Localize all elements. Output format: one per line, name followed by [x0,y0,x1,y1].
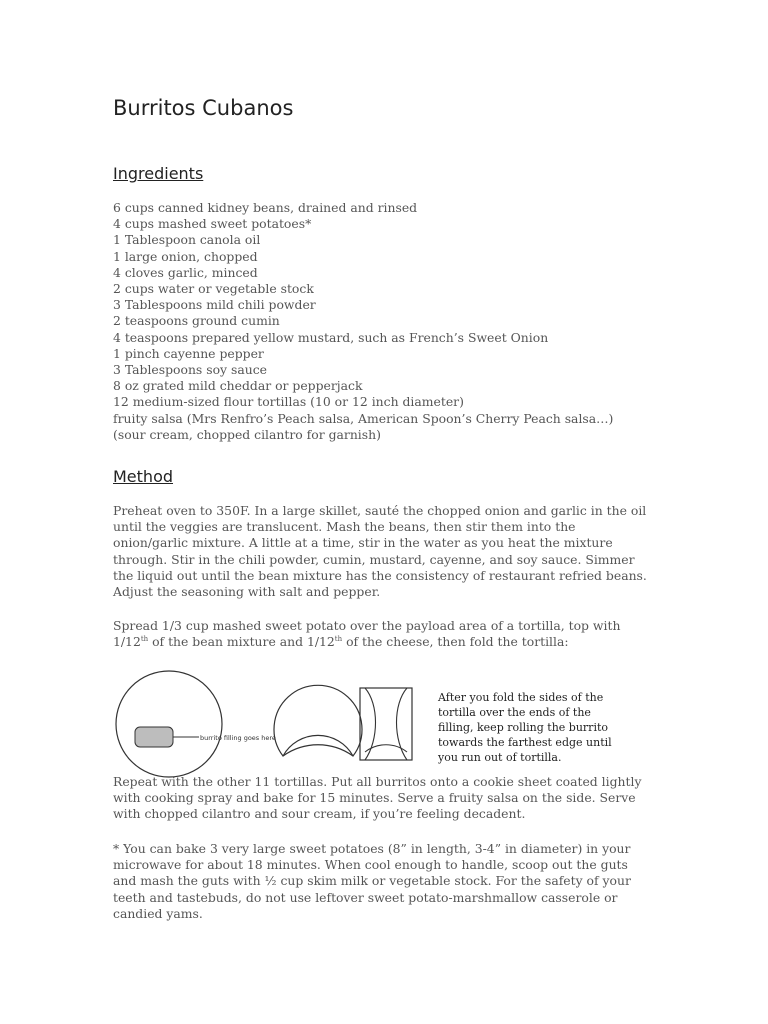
fold-line [283,735,353,756]
ordinal-suffix: th [140,635,149,644]
list-item: 2 cups water or vegetable stock [113,281,314,297]
list-item: 8 oz grated mild cheddar or pepperjack [113,378,363,394]
text-span: of the bean mixture and 1/12 [148,634,335,650]
list-item: (sour cream, chopped cilantro for garnish) [113,426,381,442]
list-item: fruity salsa (Mrs Renfro’s Peach salsa, American Spoon’s Cherry Peach salsa…) [113,410,614,426]
ingredients-list [113,200,613,443]
fold-line [397,688,408,760]
tortilla-folded-bottom-shape [274,685,362,756]
filling-label: burrito filling goes here [200,734,276,742]
list-item: 4 cups mashed sweet potatoes* [113,216,312,232]
fold-line [365,745,407,752]
page-title: Burritos Cubanos [113,96,294,120]
list-item: 4 cloves garlic, minced [113,264,258,280]
tortilla-flat-shape [116,671,222,777]
diagram-caption: After you fold the sides of the tortilla over the ends of the filling, keep rolling the burrito towards the farthest edge until you run out of tortilla. [438,691,612,764]
text-span: Spread 1/3 cup mashed sweet potato over the payload area of a tortilla, top with 1/12 [113,618,621,650]
list-item: 4 teaspoons prepared yellow mustard, such as French’s Sweet Onion [113,329,549,345]
list-item: 1 large onion, chopped [113,248,258,264]
list-item: 6 cups canned kidney beans, drained and rinsed [113,200,418,215]
list-item: 1 Tablespoon canola oil [113,232,261,248]
list-item: 3 Tablespoons mild chili powder [113,297,316,313]
tortilla-folding-diagram [113,670,433,780]
list-item: 2 teaspoons ground cumin [113,313,280,329]
text-span: of the cheese, then fold the tortilla: [342,634,569,650]
ordinal-suffix: th [334,635,343,644]
list-item: 3 Tablespoons soy sauce [113,362,267,378]
method-paragraph-2 [113,618,653,650]
ingredients-heading: Ingredients [113,164,204,183]
list-item: 1 pinch cayenne pepper [113,345,264,361]
footnote: * You can bake 3 very large sweet potatoes (8” in length, 3-4” in diameter) in your microwave for about 18 minutes. When cool enough to handle, scoop out the guts and mash the guts with ½ cup skim milk or vegetable stock. For the safety of your teeth and tastebuds, do not use leftover sweet potato-marshmallow casserole or candied yams. [113,841,631,921]
fold-line [365,688,376,760]
method-heading: Method [113,467,174,486]
method-paragraph-3: Repeat with the other 11 tortillas. Put all burritos onto a cookie sheet coated lightly with cooking spray and bake for 15 minutes. Serve a fruity salsa on the side. Serve with chopped cilantro and sour cream, if you’re feeling decadent. [113,774,642,822]
filling-shape [135,727,173,747]
tortilla-folded-sides-shape [360,688,412,760]
method-paragraph-1: Preheat oven to 350F. In a large skillet, sauté the chopped onion and garlic in the oil until the veggies are translucent. Mash the beans, then stir them into the onion/garlic mixture. A little at a time, stir in the water as you heat the mixture through. Stir in the chili powder, cumin, mustard, cayenne, and soy sauce. Simmer the liquid out until the bean mixture has the consistency of restaurant refried beans. Adjust the seasoning with salt and pepper. [113,503,647,600]
list-item: 12 medium-sized flour tortillas (10 or 12 inch diameter) [113,394,464,410]
